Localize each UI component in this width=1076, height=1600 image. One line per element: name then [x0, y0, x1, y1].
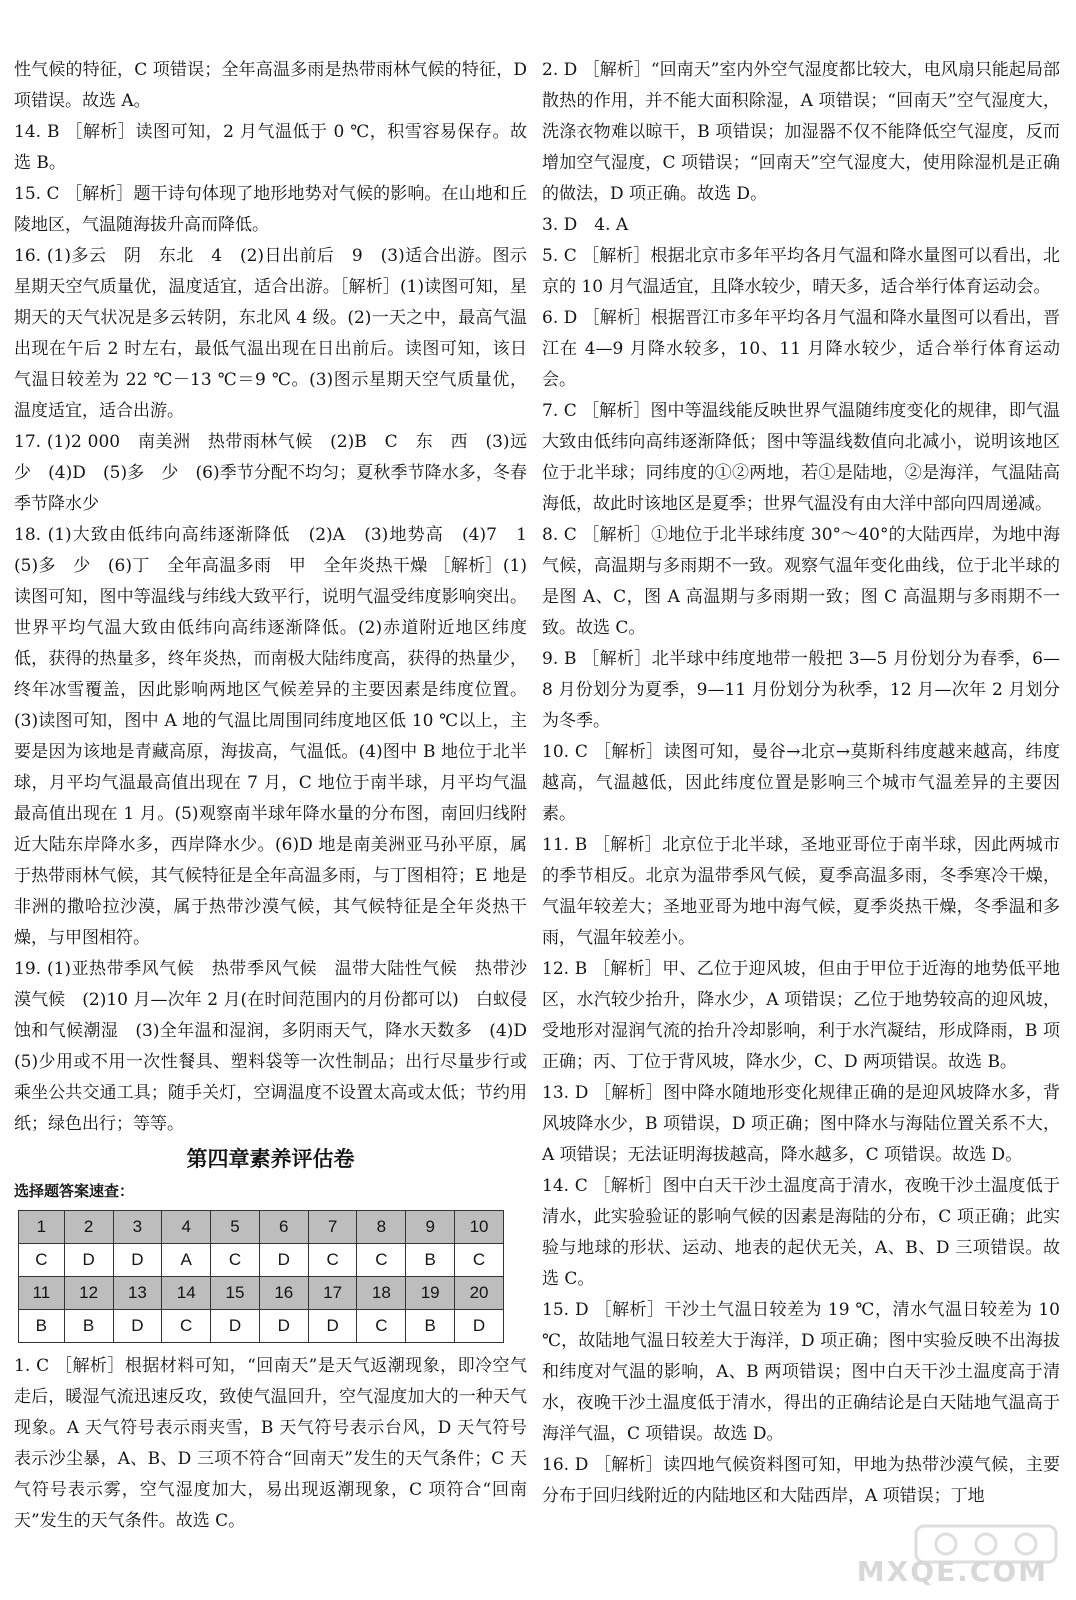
answer-12: 12. B ［解析］甲、乙位于迎风坡，但由于甲位于近海的地势低平地区，水汽较少抬升，降水少，A 项错误；乙位于地势较高的迎风坡，受地形对湿润气流的抬升冷却影响，利于水汽凝结，形成降雨，B 项正确；丙、丁位于背风坡，降水少，C、D 两项错误。故选 B。: [542, 959, 1060, 1072]
table-cell: 12: [64, 1277, 113, 1310]
table-cell: 5: [211, 1211, 260, 1244]
table-cell: D: [211, 1310, 260, 1343]
table-cell: 15: [211, 1277, 260, 1310]
table-cell: 3: [113, 1211, 162, 1244]
table-cell: 19: [406, 1277, 455, 1310]
answer-6: 6. D ［解析］根据晋江市多年平均各月气温和降水量图可以看出，晋江在 4—9 月降水较多，10、11 月降水较少，适合举行体育运动会。: [542, 308, 1060, 390]
table-cell: D: [259, 1310, 308, 1343]
table-cell: C: [19, 1244, 65, 1277]
right-column: [542, 55, 1066, 1512]
table-cell: C: [162, 1310, 211, 1343]
answer-11: 11. B ［解析］北京位于北半球，圣地亚哥位于南半球，因此两城市的季节相反。北京为温带季风气候，夏季高温多雨，冬季寒冷干燥，气温年较差大；圣地亚哥为地中海气候，夏季炎热干燥，冬季温和多雨，气温年较差小。: [542, 835, 1060, 948]
answer-16: 16. D ［解析］读四地气候资料图可知，甲地为热带沙漠气候，主要分布于回归线附近的内陆地区和大陆西岸，A 项错误；丁地: [542, 1455, 1060, 1506]
table-cell: C: [357, 1310, 406, 1343]
table-cell: 7: [308, 1211, 357, 1244]
table-cell: D: [308, 1310, 357, 1343]
section-title: 第四章素养评估卷: [186, 1147, 355, 1171]
answer-9: 9. B ［解析］北半球中纬度地带一般把 3—5 月份划分为春季，6—8 月份划分为夏季，9—11 月份划分为秋季，12 月—次年 2 月划分为冬季。: [542, 649, 1060, 731]
answer-10: 10. C ［解析］读图可知，曼谷→北京→莫斯科纬度越来越高，纬度越高，气温越低，因此纬度位置是影响三个城市气温差异的主要因素。: [542, 742, 1060, 824]
quick-answer-label: 选择题答案速查：: [14, 1182, 135, 1200]
table-cell: C: [357, 1244, 406, 1277]
table-cell: D: [259, 1244, 308, 1277]
table-cell: 11: [19, 1277, 65, 1310]
table-cell: 4: [162, 1211, 211, 1244]
answer-15: 15. C ［解析］题干诗句体现了地形地势对气候的影响。在山地和丘陵地区，气温随海拔升高而降低。: [14, 184, 527, 235]
answer-2: 2. D ［解析］“回南天”室内外空气湿度都比较大，电风扇只能起局部散热的作用，并不能大面积除湿，A 项错误；“回南天”空气湿度大，洗涤衣物难以晾干，B 项错误；加湿器不仅不能降低空气湿度，反而增加空气湿度，C 项错误；“回南天”空气湿度大，使用除湿机是正确的做法，D 项正确。故选 D。: [542, 60, 1060, 204]
answer-13: 13. D ［解析］图中降水随地形变化规律正确的是迎风坡降水多，背风坡降水少，B 项错误，D 项正确；图中降水与海陆位置关系不大，A 项错误；无法证明海拔越高，降水越多，C 项错误。故选 D。: [542, 1083, 1060, 1165]
table-cell: B: [406, 1244, 455, 1277]
table-cell: D: [113, 1244, 162, 1277]
answer-5: 5. C ［解析］根据北京市多年平均各月气温和降水量图可以看出，北京的 10 月气温适宜，且降水较少，晴天多，适合举行体育运动会。: [542, 246, 1060, 297]
table-cell: A: [162, 1244, 211, 1277]
table-cell: 14: [162, 1277, 211, 1310]
table-cell: 9: [406, 1211, 455, 1244]
table-cell: D: [113, 1310, 162, 1343]
answer-7: 7. C ［解析］图中等温线能反映世界气温随纬度变化的规律，即气温大致由低纬向高纬逐渐降低；图中等温线数值向北减小，说明该地区位于北半球；同纬度的①②两地，若①是陆地，②是海洋，气温陆高海低，故此时该地区是夏季；世界气温没有由大洋中部向四周递减。: [542, 401, 1060, 514]
answer-19: 19. (1)亚热带季风气候 热带季风气候 温带大陆性气候 热带沙漠气候 (2)10 月—次年 2 月(在时间范围内的月份都可以) 白蚁侵蚀和气候潮湿 (3)全年温和湿润，多阴雨天气，降水天数多 (4)D (5)少用或不用一次性餐具、塑料袋等一次性制品；出行尽量步行或乘坐公共交通工具；随手关灯，空调温度不设置太高或太低；节约用纸；绿色出行；等等。: [14, 959, 544, 1134]
answer-14: 14. C ［解析］图中白天干沙土温度高于清水，夜晚干沙土温度低于清水，此实验验证的影响气候的因素是海陆的分布，C 项正确；此实验与地球的形状、运动、地表的起伏无关，A、B、D 三项错误。故选 C。: [542, 1176, 1060, 1289]
table-row: [19, 1211, 504, 1244]
table-cell: 2: [64, 1211, 113, 1244]
table-cell: C: [308, 1244, 357, 1277]
watermark-logo: [856, 1522, 1066, 1592]
table-cell: 1: [19, 1211, 65, 1244]
table-cell: 17: [308, 1277, 357, 1310]
answer-table: [18, 1210, 504, 1343]
table-cell: 20: [455, 1277, 504, 1310]
answer-18: 18. (1)大致由低纬向高纬逐渐降低 (2)A (3)地势高 (4)7 1 (5)多 少 (6)丁 全年高温多雨 甲 全年炎热干燥 ［解析］(1)读图可知，图中等温线与纬线大致平行，说明气温受纬度影响突出。世界平均气温大致由低纬向高纬逐渐降低。(2)赤道附近地区纬度低，获得的热量多，终年炎热，而南极大陆纬度高，获得的热量少，终年冰雪覆盖，因此影响两地区气候差异的主要因素是纬度位置。(3)读图可知，图中 A 地的气温比周围同纬度地区低 10 ℃以上，主要是因为该地是青藏高原，海拔高，气温低。(4)图中 B 地位于北半球，月平均气温最高值出现在 7 月，C 地位于南半球，月平均气温最高值出现在 1 月。(5)观察南半球年降水量的分布图，南回归线附近大陆东岸降水多，西岸降水少。(6)D 地是南美洲亚马孙平原，属于热带雨林气候，其气候特征是全年高温多雨，与丁图相符；E 地是非洲的撒哈拉沙漠，属于热带沙漠气候，其气候特征是全年炎热干燥，与甲图相符。: [14, 525, 544, 948]
table-cell: 13: [113, 1277, 162, 1310]
table-cell: B: [19, 1310, 65, 1343]
answer-1: 1. C ［解析］根据材料可知，“回南天”是天气返潮现象，即冷空气走后，暖湿气流迅速反攻，致使气温回升，空气湿度加大的一种天气现象。A 天气符号表示雨夹雪，B 天气符号表示台风，D 天气符号表示沙尘暴，A、B、D 三项不符合“回南天”发生的天气条件；C 天气符号表示雾，空气湿度加大，易出现返潮现象，C 项符合“回南天”发生的天气条件。故选 C。: [14, 1356, 527, 1531]
table-cell: C: [211, 1244, 260, 1277]
table-row: [19, 1244, 504, 1277]
paragraph: 性气候的特征，C 项错误；全年高温多雨是热带雨林气候的特征，D 项错误。故选 A。: [14, 60, 533, 111]
table-row: [19, 1277, 504, 1310]
table-cell: 8: [357, 1211, 406, 1244]
left-column: [14, 55, 544, 1537]
table-cell: D: [64, 1244, 113, 1277]
table-cell: D: [455, 1310, 504, 1343]
table-row: [19, 1310, 504, 1343]
answer-14: 14. B ［解析］读图可知，2 月气温低于 0 ℃，积雪容易保存。故选 B。: [14, 122, 527, 173]
table-cell: C: [455, 1244, 504, 1277]
table-cell: 6: [259, 1211, 308, 1244]
table-cell: 16: [259, 1277, 308, 1310]
answer-15: 15. D ［解析］干沙土气温日较差为 19 ℃，清水气温日较差为 10 ℃，故陆地气温日较差大于海洋，D 项正确；图中实验反映不出海拔和纬度对气温的影响，A、B 两项错误；图中白天干沙土温度高于清水，夜晚干沙土温度低于清水，得出的正确结论是白天陆地气温高于海洋气温，C 项错误。故选 D。: [542, 1300, 1066, 1444]
table-cell: 18: [357, 1277, 406, 1310]
answer-8: 8. C ［解析］①地位于北半球纬度 30°～40°的大陆西岸，为地中海气候，高温期与多雨期不一致。观察气温年变化曲线，位于北半球的是图 A、C，图 A 高温期与多雨期一致；图 C 高温期与多雨期不一致。故选 C。: [542, 525, 1060, 638]
table-cell: B: [406, 1310, 455, 1343]
watermark-text: MXQE.COM: [856, 1555, 1048, 1588]
table-cell: 10: [455, 1211, 504, 1244]
answer-3-4: 3. D 4. A: [542, 215, 629, 235]
answer-16: 16. (1)多云 阴 东北 4 (2)日出前后 9 (3)适合出游。图示星期天空气质量优，温度适宜，适合出游。［解析］(1)读图可知，星期天的天气状况是多云转阴，东北风 4 级。(2)一天之中，最高气温出现在午后 2 时左右，最低气温出现在日出前后。读图可知，该日气温日较差为 22 ℃－13 ℃＝9 ℃。(3)图示星期天空气质量优，温度适宜，适合出游。: [14, 246, 527, 421]
table-cell: B: [64, 1310, 113, 1343]
answer-17: 17. (1)2 000 南美洲 热带雨林气候 (2)B C 东 西 (3)远 少 (4)D (5)多 少 (6)季节分配不均匀；夏秋季节降水多，冬春季节降水少: [14, 432, 544, 514]
